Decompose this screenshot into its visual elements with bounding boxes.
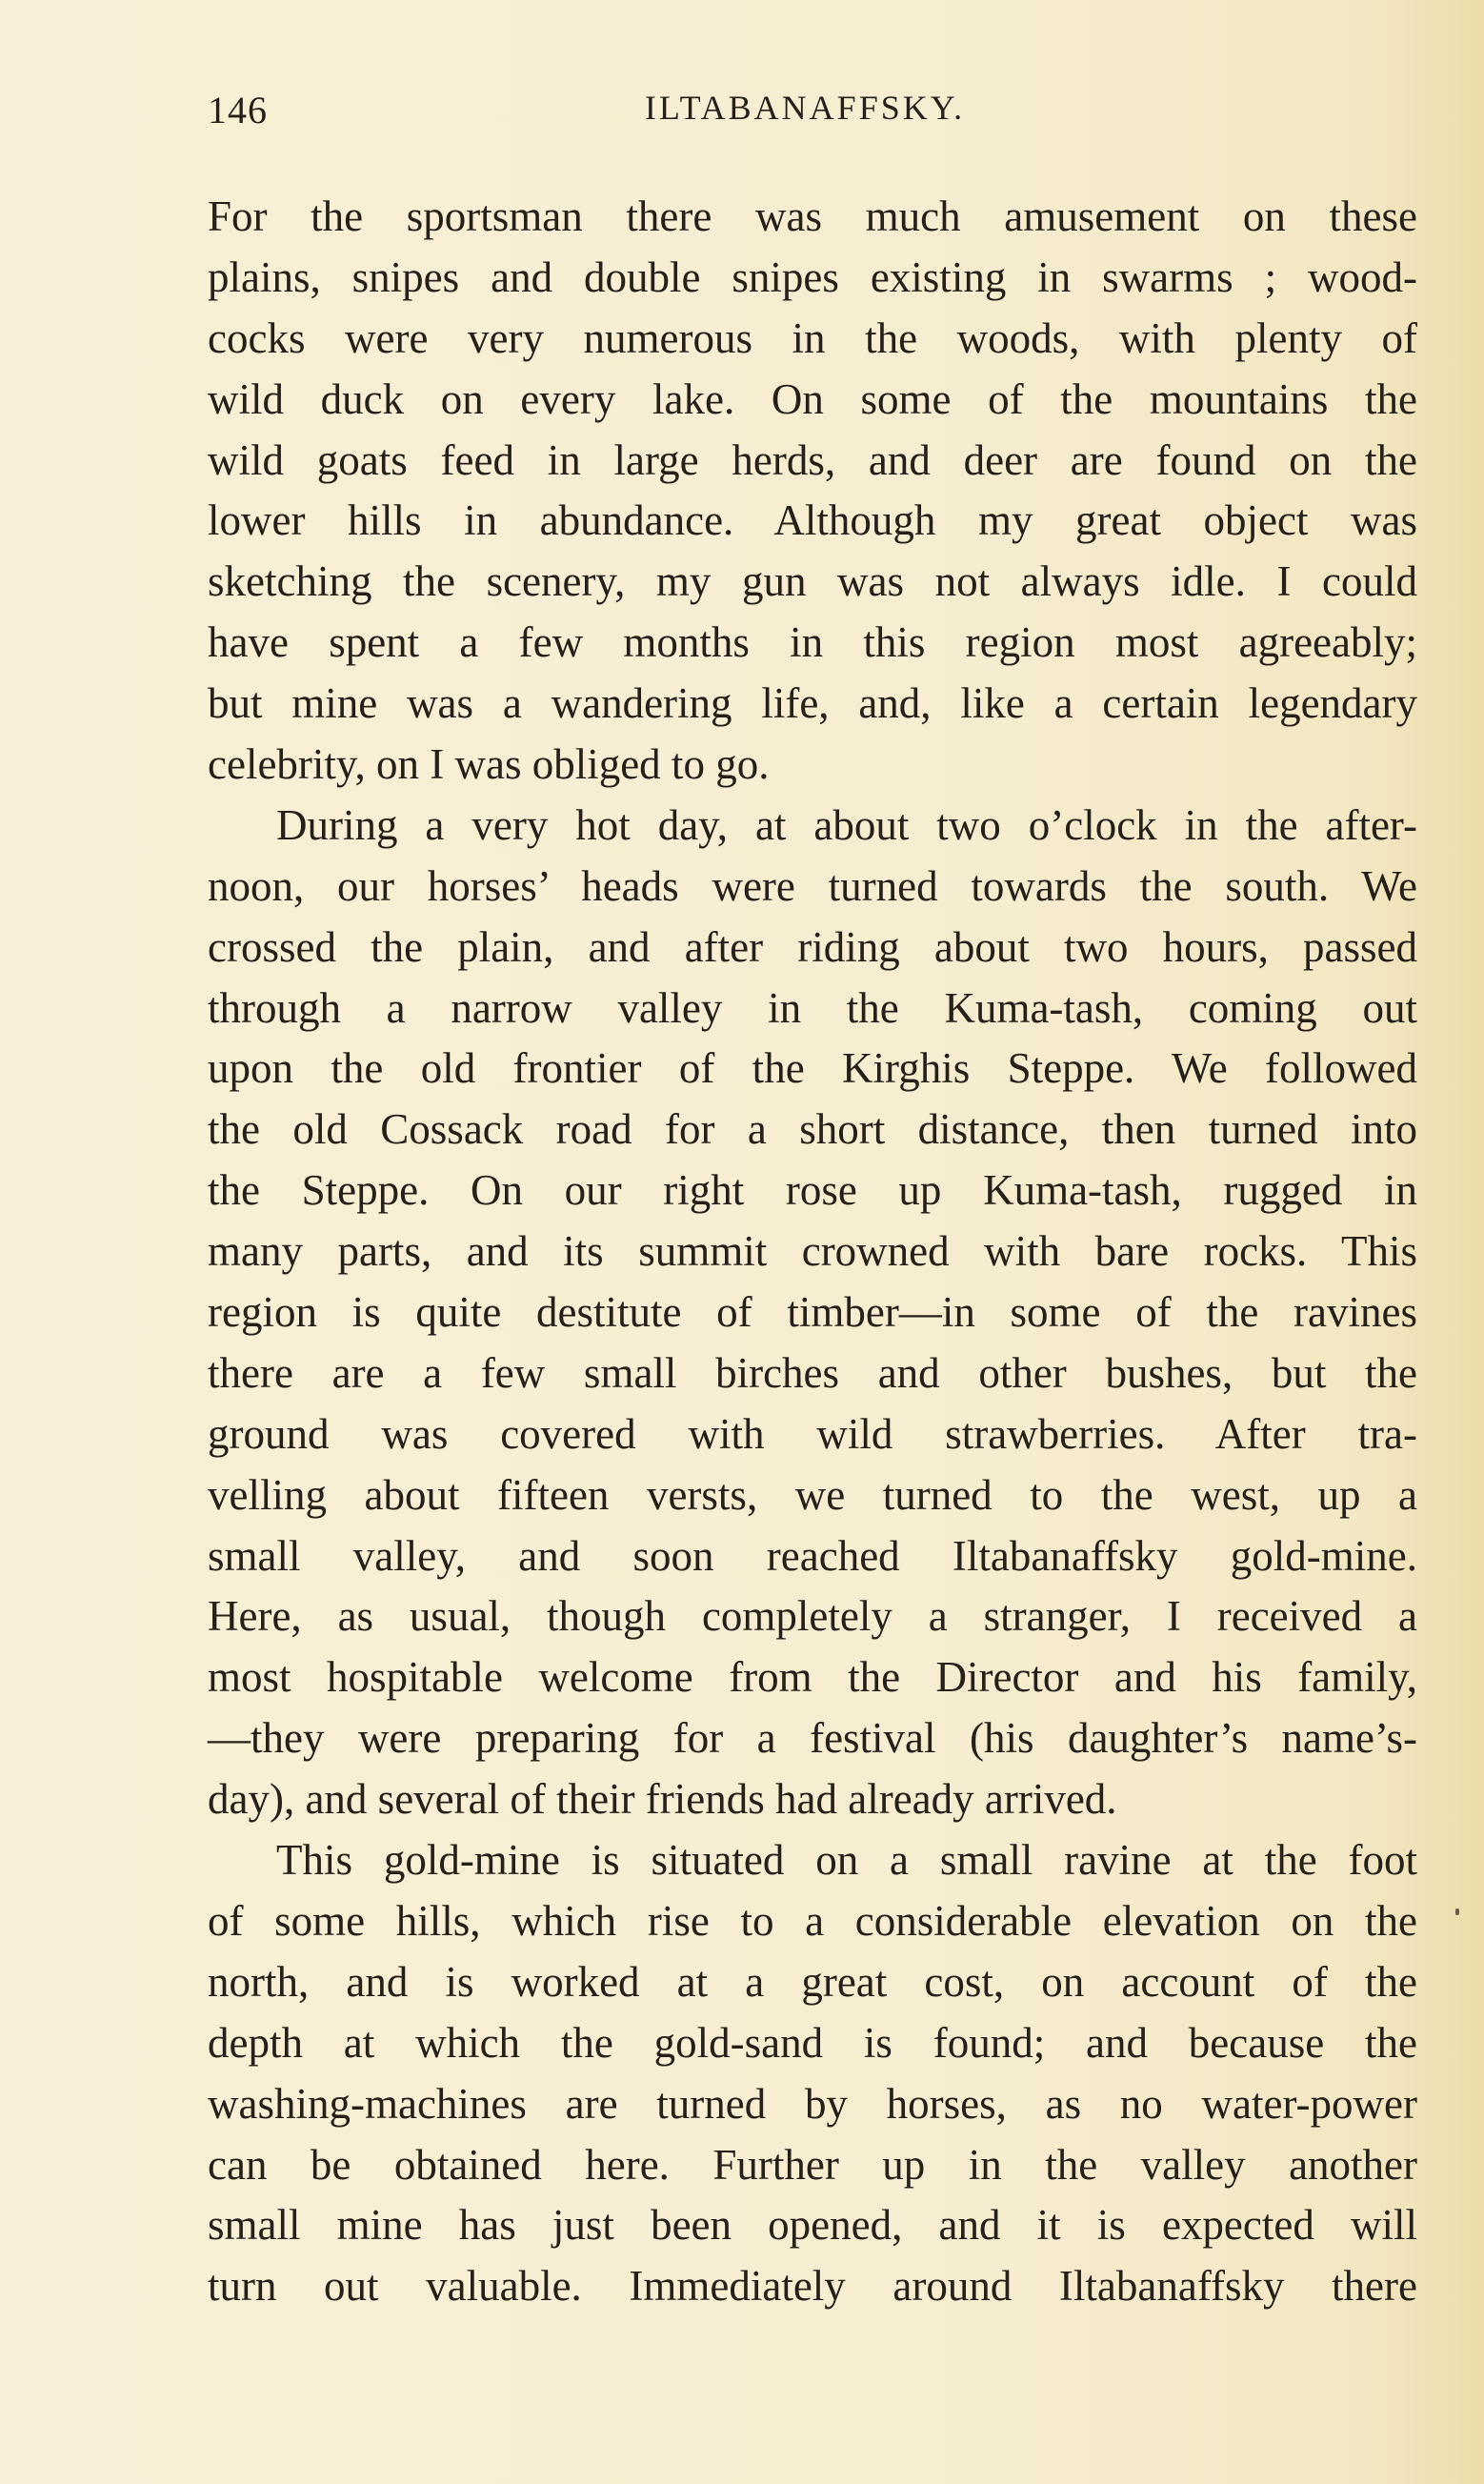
text-line: velling about fifteen versts, we turned to the west, up a [208, 1470, 1417, 1519]
text-line: the old Cossack road for a short distance, then turned into [208, 1105, 1417, 1154]
text-line: ground was covered with wild strawberries. After tra- [208, 1409, 1417, 1458]
text-line: During a very hot day, at about two o’clock in the after- [276, 800, 1417, 849]
text-line: —they were preparing for a festival (his daughter’s name’s- [208, 1714, 1417, 1763]
page-number: 146 [208, 89, 268, 131]
text-line: can be obtained here. Further up in the valley another [208, 2140, 1417, 2189]
paragraph [208, 1830, 1417, 2317]
text-line: Here, as usual, though completely a stranger, I received a [208, 1592, 1417, 1641]
text-line: small mine has just been opened, and it is expected will [208, 2201, 1417, 2250]
text-line: many parts, and its summit crowned with bare rocks. This [208, 1227, 1417, 1276]
text-line: This gold-mine is situated on a small ravine at the foot [276, 1836, 1417, 1885]
text-line: north, and is worked at a great cost, on account of the [208, 1957, 1417, 2006]
body-text [208, 187, 1417, 2317]
text-line: sketching the scenery, my gun was not always idle. I could [208, 557, 1417, 606]
text-line: celebrity, on I was obliged to go. [208, 740, 770, 789]
text-line: the Steppe. On our right rose up Kuma-tash, rugged in [208, 1166, 1417, 1215]
text-line: but mine was a wandering life, and, like a certain legendary [208, 679, 1417, 728]
text-line: turn out valuable. Immediately around Iltabanaffsky there [208, 2262, 1417, 2311]
ink-speck [1455, 1908, 1459, 1915]
text-line: small valley, and soon reached Iltabanaffsky gold-mine. [208, 1531, 1417, 1580]
text-line: depth at which the gold-sand is found; and because the [208, 2018, 1417, 2067]
text-line: day), and several of their friends had already arrived. [208, 1775, 1117, 1824]
page-header [191, 88, 1419, 141]
paragraph [208, 187, 1417, 796]
text-line: of some hills, which rise to a considerable elevation on the [208, 1896, 1417, 1945]
text-line: have spent a few months in this region most agreeably; [208, 618, 1417, 667]
text-line: plains, snipes and double snipes existing in swarms ; wood- [208, 252, 1417, 301]
paragraph [208, 796, 1417, 1830]
text-line: noon, our horses’ heads were turned towards the south. We [208, 861, 1417, 910]
text-line: wild goats feed in large herds, and deer are found on the [208, 435, 1417, 484]
text-line: For the sportsman there was much amusement on these [208, 192, 1417, 240]
text-line: upon the old frontier of the Kirghis Steppe. We followed [208, 1044, 1417, 1093]
text-line: washing-machines are turned by horses, as no water-power [208, 2079, 1417, 2128]
text-line: crossed the plain, and after riding about two hours, passed [208, 922, 1417, 971]
text-line: through a narrow valley in the Kuma-tash, coming out [208, 983, 1417, 1032]
running-title: ILTABANAFFSKY. [644, 89, 966, 127]
text-line: region is quite destitute of timber—in some of the ravines [208, 1288, 1417, 1337]
text-line: wild duck on every lake. On some of the mountains the [208, 374, 1417, 423]
text-line: lower hills in abundance. Although my great object was [208, 496, 1417, 545]
text-line: most hospitable welcome from the Director and his family, [208, 1653, 1417, 1702]
text-line: there are a few small birches and other bushes, but the [208, 1348, 1417, 1397]
text-line: cocks were very numerous in the woods, with plenty of [208, 313, 1417, 362]
